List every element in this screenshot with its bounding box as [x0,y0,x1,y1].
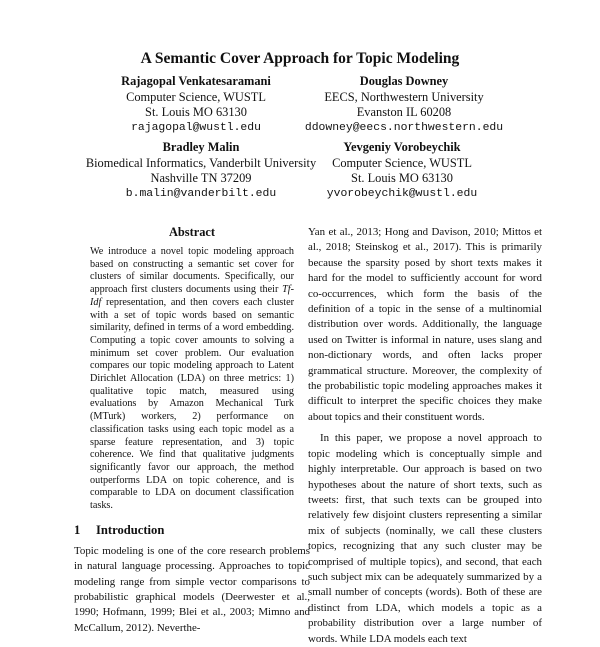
abstract-heading: Abstract [168,225,216,239]
author-affiliation: EECS, Northwestern University [324,89,484,104]
left-column [74,225,310,636]
author-email: ddowney@eecs.northwestern.edu [304,121,504,134]
paper-title: A Semantic Cover Approach for Topic Modeling [140,50,460,67]
author-email: b.malin@vanderbilt.edu [125,187,277,200]
author-location: Evanston IL 60208 [356,105,452,119]
right-column [308,225,542,647]
section-heading-introduction: 1 Introduction [74,522,165,537]
author-name: Yevgeniy Vorobeychik [343,140,461,154]
author-location: St. Louis MO 63130 [351,171,453,185]
author-affiliation: Computer Science, WUSTL [332,155,472,170]
right-paragraph-2: In this paper, we propose a novel approach to topic modeling which is conceptually simple and highly interpretable. Our approach is based on two hypotheses about the nature of short texts, such as tweets: first, that such texts can be grouped into relatively few disjoint clusters representing a similar mix of subjects (nominally, we call these clusters topics, recognizing that any such cluster may be comprised of multiple topics), and second, that each such subject mix can be adequately summarized by a small number of concepts (words). Both of these are distinct from LDA, which models a topic as a probability distribution over a large number of words. While LDA models each text [308,432,542,645]
author-name: Bradley Malin [162,140,240,154]
intro-paragraph: Topic modeling is one of the core research problems in natural language processing. Approaches to topic modeling range from simple vector comparisons to probabilistic graphical models (Deerwester et al., 1990; Hofmann, 1999; Blei et al., 2003; Mimno and McCallum, 2012). Neverthe- [74,544,310,634]
author-email: rajagopal@wustl.edu [131,121,261,134]
abstract-italic-term: Tf-Idf [90,284,294,308]
author-affiliation: Biomedical Informatics, Vanderbilt University [85,155,317,170]
abstract-text: We introduce a novel topic modeling approach based on constructing a semantic set cover for clusters of similar documents. Specifically, our approach first clusters documents using their Tf-Idf representation, and then covers each cluster with a set of topic words based on semantic similarity, defined in terms of a word embedding. Computing a topic cover amounts to solving a minimum set cover problem. Our evaluation compares our topic modeling approach to Latent Dirichlet Allocation (LDA) on three metrics: 1) qualitative topic match, measured using evaluations by Amazon Mechanical Turk (MTurk) workers, 2) performance on classification tasks using each topic model as a sparse feature representation, and 3) topic coherence. We find that qualitative judgments significantly favor our approach, the method outperforms LDA on topic coherence, and is comparable to LDA on document classification tasks. [90,246,294,512]
right-paragraph-1: Yan et al., 2013; Hong and Davison, 2010; Mittos et al., 2018; Steinskog et al., 2017). This is primarily because the sparsity posed by short texts makes it hard for the model to sufficiently account for word co-occurrences, which form the basis of the definition of a topic in the sense of a multinomial distribution over words. Additionally, the language used on Twitter is informal in nature, uses slang and non-dictionary words, and often lacks proper grammatical structure. Moreover, the complexity of the probabilistic topic modeling approaches makes it difficult to interpret the specific choices they make about topics and their constituent words. [308,226,542,423]
author-location: Nashville TN 37209 [150,171,252,185]
author-email: yvorobeychik@wustl.edu [326,187,478,200]
author-block-3 [84,140,318,202]
author-block-2 [294,74,514,136]
author-block-1 [96,74,296,136]
author-name: Douglas Downey [359,74,449,88]
author-block-4 [312,140,492,202]
author-location: St. Louis MO 63130 [145,105,247,119]
author-affiliation: Computer Science, WUSTL [126,89,266,104]
author-name: Rajagopal Venkatesaramani [121,74,271,88]
